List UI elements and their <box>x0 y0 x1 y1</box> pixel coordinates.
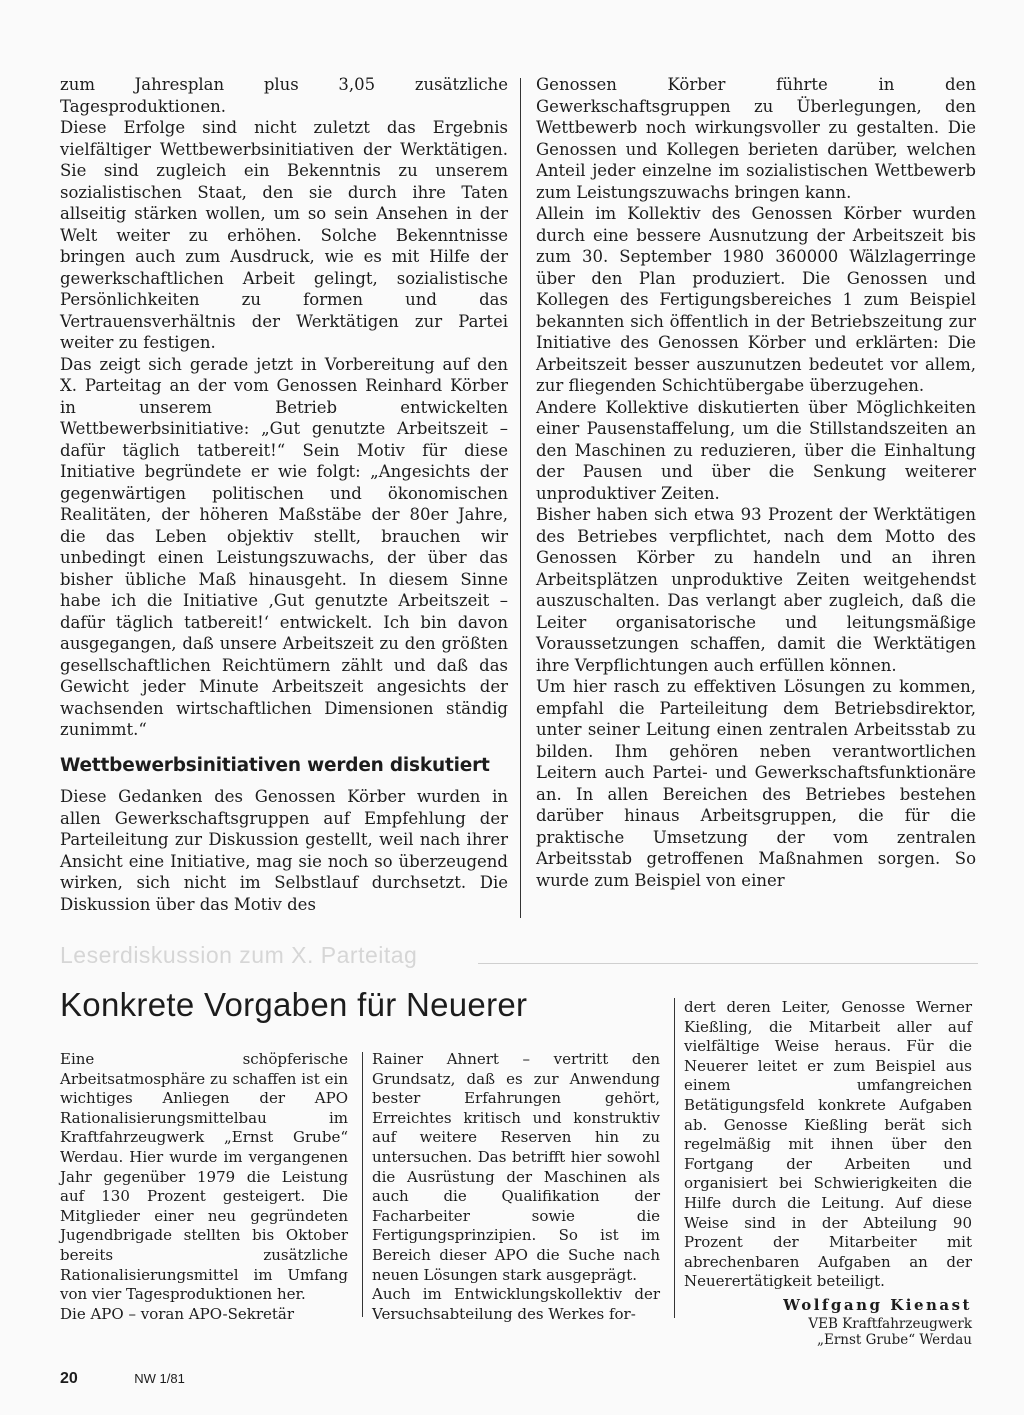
paragraph: Das zeigt sich gerade jetzt in Vorbereitung auf den X. Parteitag an der vom Genossen Reinhard Körber in unserem Betrieb entwickelten Wettbewerbsinitiative: „Gut genutzte Arbeitszeit – dafür täglich tatbereit!“ Sein Motiv für diese Initiative begründete er wie folgt: „Angesichts der gegenwärtigen politischen und ökonomischen Realitäten, der höheren Maßstäbe der 80er Jahre, die das Leben objektiv stellt, brauchen wir unbedingt einen Leistungszuwachs, der über das bisher übliche Maß hinausgeht. In diesem Sinne habe ich die Initiative ‚Gut genutzte Arbeitszeit – dafür täglich tatbereit!‘ entwickelt. Ich bin davon ausgegangen, daß unsere Arbeitszeit zu den größten gesellschaftlichen Reichtümern zählt und daß das Gewicht jeder Minute Arbeitszeit angesichts der wachsenden wirtschaftlichen Dimensionen ständig zunimmt.“ <box>60 354 508 739</box>
paragraph: Die APO – voran APO-Sekretär <box>60 1304 295 1323</box>
article2-column-2 <box>372 1050 660 1324</box>
paragraph: Rainer Ahnert – vertritt den Grundsatz, daß es zur Anwendung bester Erfahrungen gehört, Erreichtes kritisch und konstruktiv auf weitere Reserven hin zu untersuchen. Das betrifft hier sowohl die Ausrüstung der Maschinen als auch die Qualifikation der Facharbeiter sowie die Fertigungsprinzipien. So ist im Bereich dieser APO die Suche nach neuen Lösungen stark ausgeprägt. <box>372 1050 660 1284</box>
paragraph: Diese Gedanken des Genossen Körber wurden in allen Gewerkschaftsgruppen auf Empfehlung der Parteileitung zur Diskussion gestellt, weil nach ihrer Ansicht eine Initiative, mag sie noch so überzeugend wirken, sich nicht im Selbstlauf durchsetzt. Die Diskussion über das Motiv des <box>60 787 508 914</box>
paragraph: Diese Erfolge sind nicht zuletzt das Ergebnis vielfältiger Wettbewerbsinitiativen der Werktätigen. Sie sind zugleich ein Bekenntnis zu unserem sozialistischen Staat, den sie durch ihre Taten allseitig stärken wollen, um so sein Ansehen in der Welt weiter zu erhöhen. Solche Bekenntnisse bringen auch zum Ausdruck, wie es mit Hilfe der gewerkschaftlichen Arbeit gelingt, sozialistische Persönlichkeiten zu formen und das Vertrauensverhältnis der Werktätigen zur Partei weiter zu festigen. <box>60 118 508 352</box>
section-subheading: Wettbewerbsinitiativen werden diskutiert <box>60 754 490 776</box>
section-kicker: Leserdiskussion zum X. Parteitag <box>60 942 418 968</box>
page-footer <box>60 1370 185 1388</box>
column-divider <box>362 1052 363 1317</box>
paragraph: Auch im Entwicklungskollektiv der Versuchsabteilung des Werkes for- <box>372 1285 660 1323</box>
article-column-right <box>536 74 976 891</box>
paragraph: Genossen Körber führte in den Gewerkschaftsgruppen zu Überlegungen, den Wettbewerb noch wirkungsvoller zu gestalten. Die Genossen und Kollegen berieten darüber, welchen Anteil jeder einzelne im sozialistischen Wettbewerb zum Leistungszuwachs bringen kann. <box>536 75 976 202</box>
article2-column-3 <box>684 998 972 1348</box>
author-affiliation: „Ernst Grube“ Werdau <box>817 1331 972 1348</box>
article-column-left <box>60 74 508 915</box>
issue-label: NW 1/81 <box>134 1371 185 1386</box>
paragraph: Um hier rasch zu effektiven Lösungen zu kommen, empfahl die Parteileitung dem Betriebsdirektor, unter seiner Leitung einen zentralen Arbeitsstab zu bilden. Ihm gehören neben verantwortlichen Leitern auch Partei- und Gewerkschaftsfunktionäre an. In allen Bereichen des Betriebes bestehen darüber hinaus Arbeitsgruppen, die für die praktische Umsetzung der vom zentralen Arbeitsstab getroffenen Maßnahmen sorgen. So wurde zum Beispiel von einer <box>536 677 976 890</box>
paragraph: zum Jahresplan plus 3,05 zusätzliche Tagesproduktionen. <box>60 75 508 116</box>
paragraph: Andere Kollektive diskutierten über Möglichkeiten einer Pausenstaffelung, um die Stillstandszeiten an den Maschinen zu reduzieren, über die Einhaltung der Pausen und über die Senkung weiterer unproduktiver Zeiten. <box>536 397 976 503</box>
column-divider <box>520 78 521 918</box>
article2-column-1 <box>60 1050 348 1324</box>
kicker-rule <box>478 963 978 964</box>
column-divider <box>674 998 675 1318</box>
paragraph: dert deren Leiter, Genosse Werner Kießling, die Mitarbeit aller auf vielfältige Weise heraus. Für die Neuerer leitet er zum Beispiel aus einem umfangreichen Betätigungsfeld konkrete Aufgaben ab. Genosse Kießling berät sich regelmäßig mit ihnen über den Fortgang der Arbeiten und organisiert bei Schwierigkeiten die Hilfe durch die Leitung. Auf diese Weise sind in der Abteilung 90 Prozent der Mitarbeiter mit abrechenbaren Aufgaben an der Neuerertätigkeit beteiligt. <box>684 998 972 1291</box>
paragraph: Allein im Kollektiv des Genossen Körber wurden durch eine bessere Ausnutzung der Arbeitszeit bis zum 30. September 1980 360000 Wälzlagerringe über den Plan produziert. Die Genossen und Kollegen des Fertigungsbereiches 1 zum Beispiel bekannten sich öffentlich in der Betriebszeitung zur Initiative des Genossen Körber und erklärten: Die Arbeitszeit besser auszunutzen bedeutet vor allem, zur fliegenden Schichtübergabe überzugehen. <box>536 204 976 395</box>
page-number: 20 <box>60 1370 78 1387</box>
author-name: Wolfgang Kienast <box>783 1295 972 1314</box>
paragraph: Eine schöpferische Arbeitsatmosphäre zu schaffen ist ein wichtiges Anliegen der APO Rationalisierungsmittelbau im Kraftfahrzeugwerk „Ernst Grube“ Werdau. Hier wurde im vergangenen Jahr gegenüber 1979 die Leistung auf 130 Prozent gesteigert. Die Mitglieder einer neu gegründeten Jugendbrigade stellten bis Oktober bereits zusätzliche Rationalisierungsmittel im Umfang von vier Tagesproduktionen her. <box>60 1050 348 1304</box>
author-affiliation: VEB Kraftfahrzeugwerk <box>808 1315 972 1332</box>
paragraph: Bisher haben sich etwa 93 Prozent der Werktätigen des Betriebes verpflichtet, nach dem Motto des Genossen Körber zu handeln und an ihren Arbeitsplätzen unproduktive Zeiten weitgehendst auszuschalten. Das verlangt aber zugleich, daß die Leiter organisatorische und leitungsmäßige Voraussetzungen schaffen, damit die Werktätigen ihre Verpflichtungen auch erfüllen können. <box>536 505 976 675</box>
article-headline: Konkrete Vorgaben für Neuerer <box>60 986 528 1023</box>
